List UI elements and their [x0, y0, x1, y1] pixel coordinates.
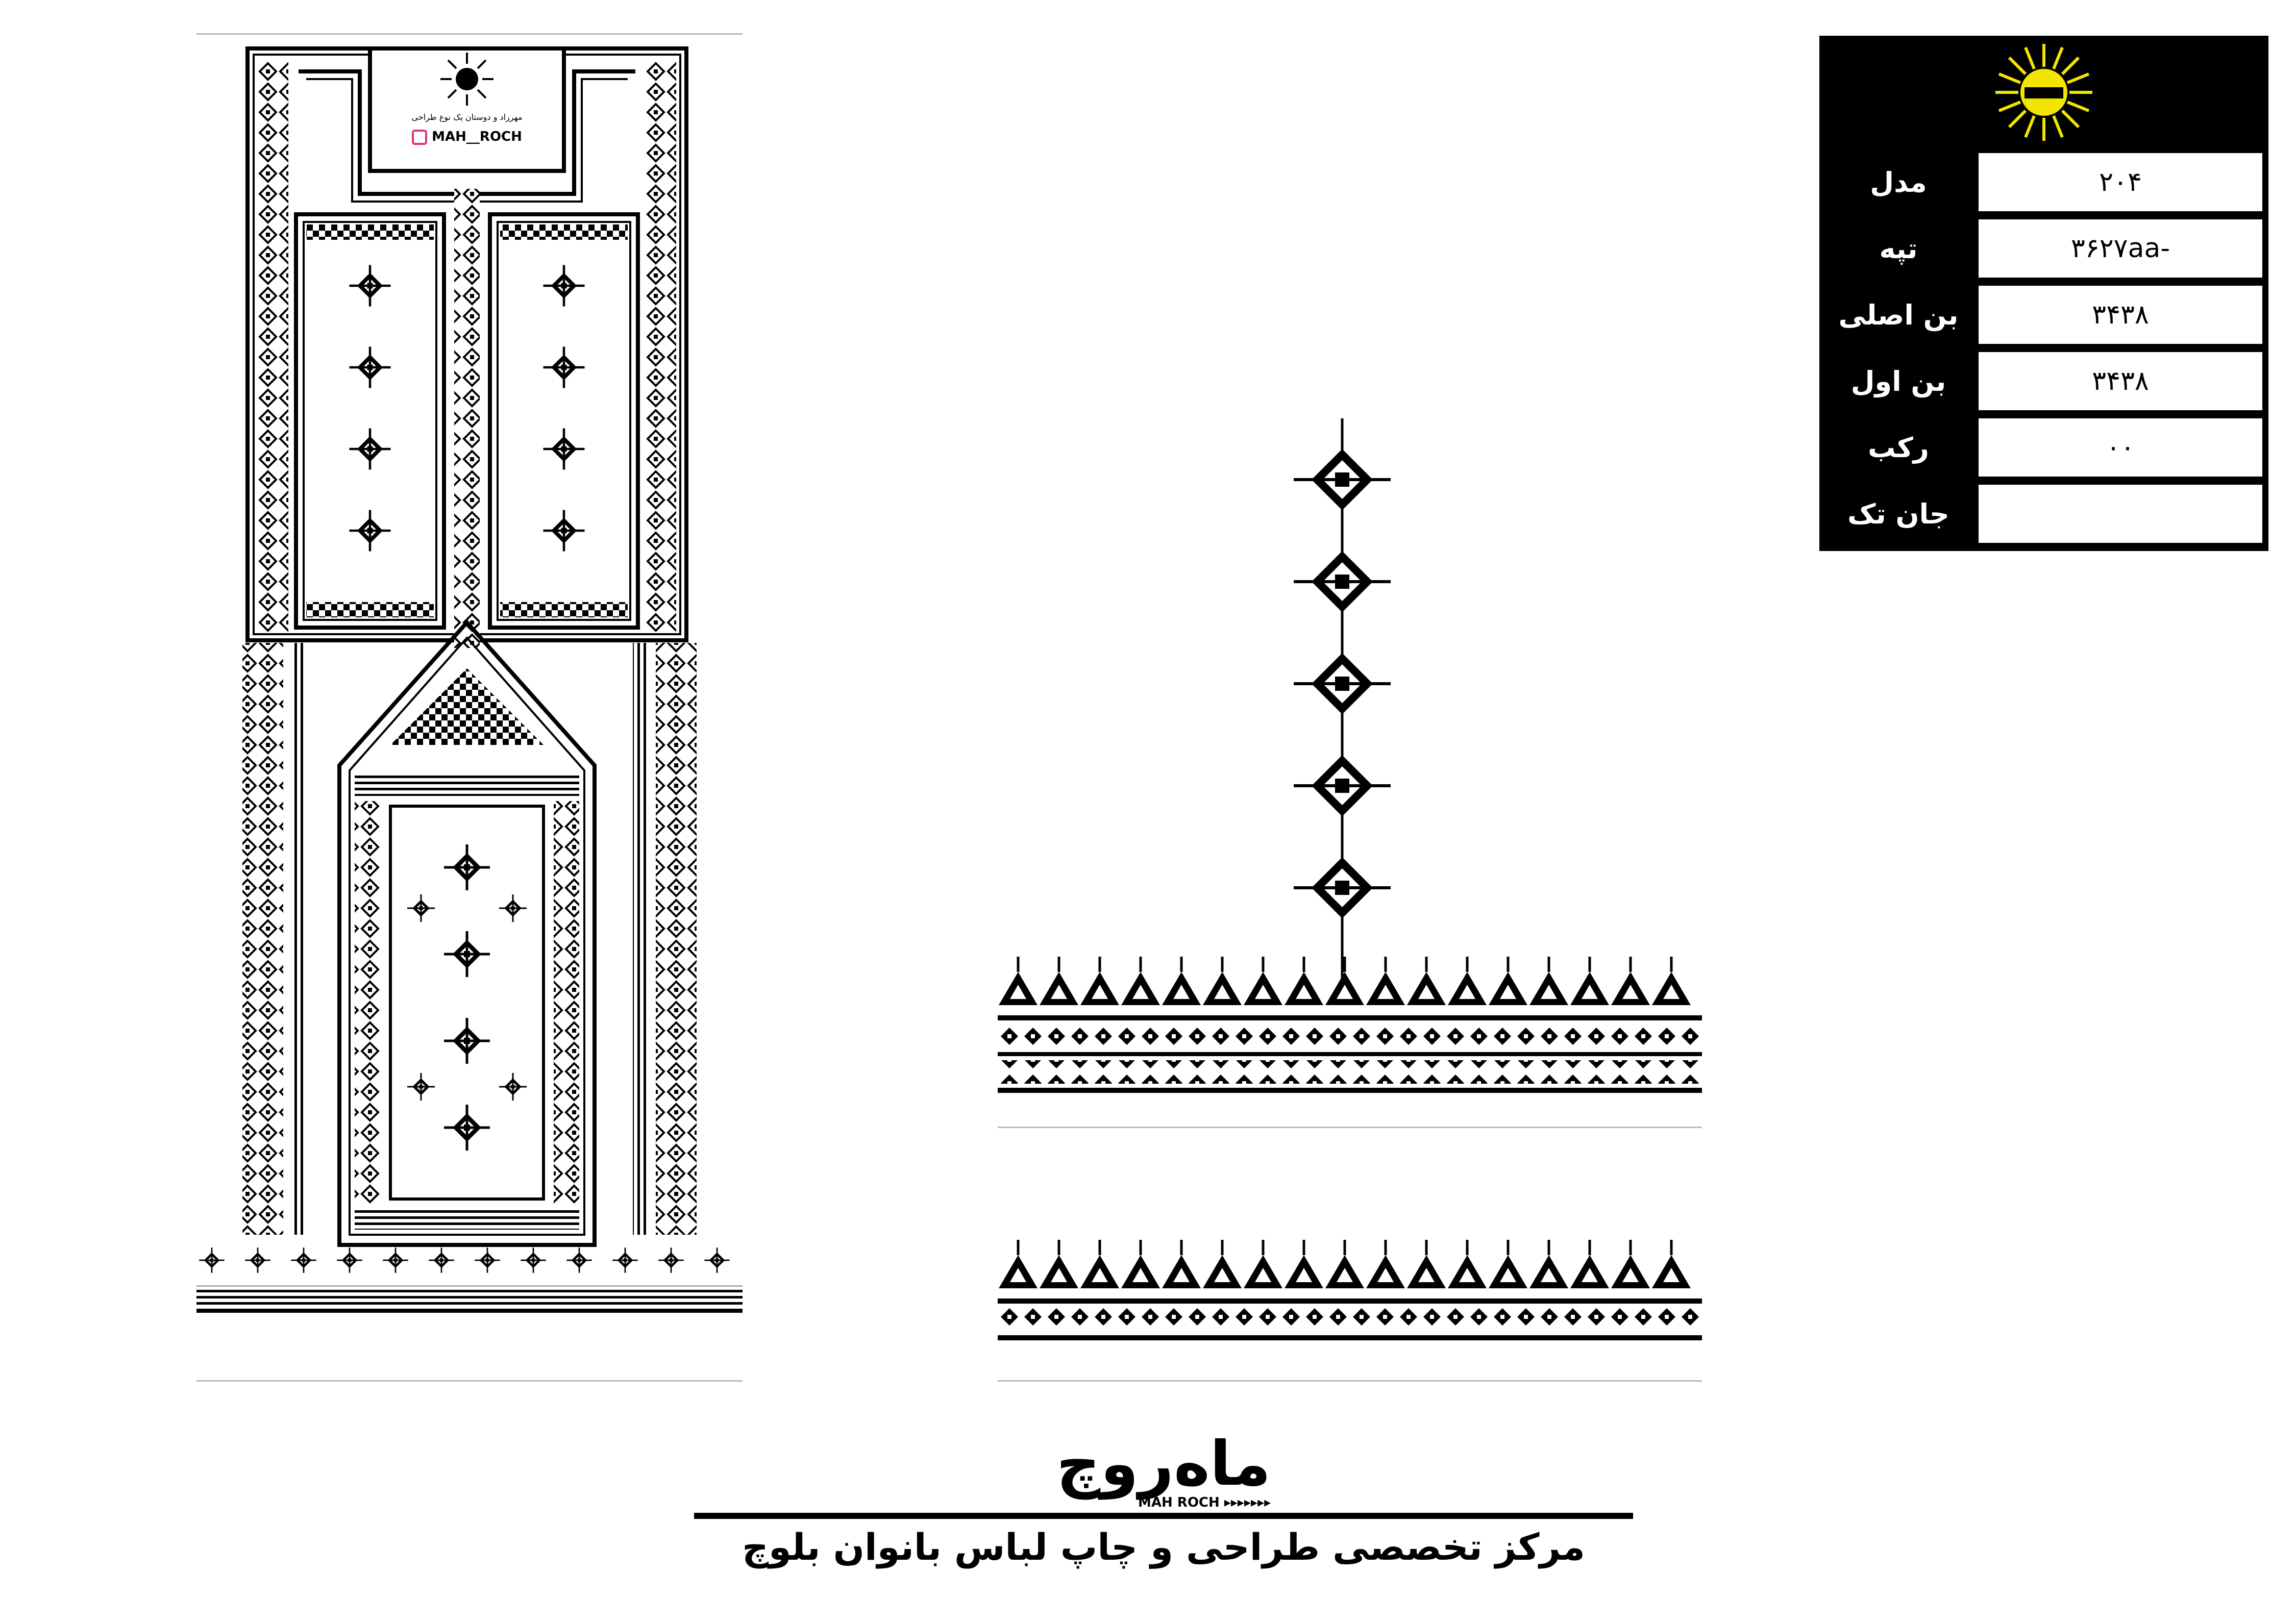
- neck-label-caption: مهرزاد و دوستان یک نوع طراحی: [411, 112, 523, 122]
- spec-label: مدل: [1870, 166, 1927, 198]
- spec-value: ۳۶۲۷aa-: [1979, 219, 2262, 278]
- sleeve-border-band: [998, 954, 1702, 1107]
- spec-row-first-base: [1819, 348, 2268, 414]
- sun-logo-icon: [439, 51, 495, 107]
- sleeve-motif-column: [1291, 418, 1393, 980]
- top-rule-left: [196, 33, 743, 35]
- hem-border-band: [998, 1235, 1702, 1362]
- spec-row-tappe: [1819, 215, 2268, 282]
- spec-row-jantak: [1819, 481, 2268, 547]
- spec-value: [1979, 485, 2262, 543]
- spec-value: ۰۰: [1979, 418, 2262, 477]
- spec-label: بن اول: [1850, 365, 1946, 397]
- spec-value: ۲۰۴: [1979, 153, 2262, 211]
- brand-logo-sub: MAH ROCH ▸▸▸▸▸▸▸: [1138, 1495, 1271, 1510]
- brand-tagline: مرکز تخصصی طراحی و چاپ لباس بانوان بلوچ: [742, 1526, 1585, 1568]
- spec-table: [1819, 36, 2268, 551]
- spec-label: جان تک: [1847, 497, 1949, 530]
- brand-divider: [694, 1513, 1633, 1519]
- neck-label-handle: [373, 129, 561, 145]
- brand-logo: ماه‌روچ: [1056, 1429, 1271, 1500]
- bottom-rule-right: [998, 1380, 1702, 1382]
- mid-rule-right: [998, 1127, 1702, 1128]
- spec-row-model: [1819, 149, 2268, 215]
- instagram-icon: [412, 130, 427, 145]
- spec-label: بن اصلی: [1838, 298, 1959, 331]
- spec-value: ۳۴۳۸: [1979, 286, 2262, 344]
- front-panel-pattern: [196, 41, 743, 1327]
- neck-label-handle-text: MAH__ROCH: [432, 129, 522, 144]
- brand-footer: [694, 1429, 1633, 1582]
- spec-label: تپه: [1879, 232, 1918, 265]
- sun-logo-icon: [1993, 41, 2095, 143]
- spec-value: ۳۴۳۸: [1979, 352, 2262, 410]
- neck-label: [373, 51, 561, 168]
- bottom-rule-left: [196, 1380, 743, 1382]
- spec-logo: [1819, 36, 2268, 149]
- spec-row-main-base: [1819, 282, 2268, 348]
- spec-label: رکب: [1868, 431, 1929, 464]
- spec-row-rokab: [1819, 414, 2268, 481]
